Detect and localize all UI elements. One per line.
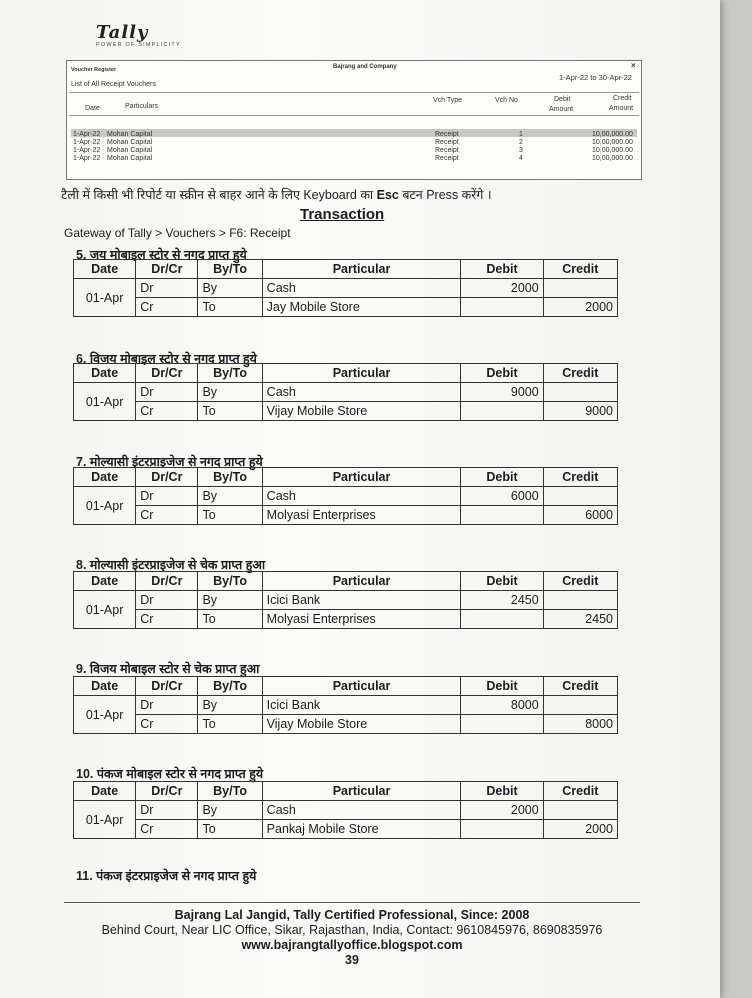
header-drcr: Dr/Cr [136,260,198,279]
credit-row-byto: To [198,402,262,421]
debit-row-debit: 9000 [461,383,543,402]
header-debit: Debit [461,572,543,591]
tally-logo [96,22,181,48]
debit-row-drcr: Dr [136,696,198,715]
register-row-type: Receipt [435,155,459,162]
header-date: Date [74,364,136,383]
menu-path: Gateway of Tally > Vouchers > F6: Receipt [64,226,291,240]
debit-row-credit [543,487,617,506]
logo-tagline: POWER OF SIMPLICITY [96,42,181,48]
col-vch-type: Vch Type [433,97,463,104]
debit-row-particular: Cash [262,801,461,820]
company-name: Bajrang and Company [333,64,397,70]
header-date: Date [74,572,136,591]
credit-row-drcr: Cr [136,506,198,525]
credit-row-particular: Vijay Mobile Store [262,715,461,734]
header-byto: By/To [198,468,262,487]
footer-author: Bajrang Lal Jangid, Tally Certified Professional, Since: 2008 [174,908,530,922]
register-row-no: 2 [519,139,523,146]
header-credit: Credit [543,468,617,487]
header-byto: By/To [198,572,262,591]
debit-row-drcr: Dr [136,801,198,820]
header-byto: By/To [198,364,262,383]
header-drcr: Dr/Cr [136,782,198,801]
footer-address: Behind Court, Near LIC Office, Sikar, Rajasthan, India, Contact: 9610845976, 8690835976 [101,923,603,937]
register-row-type: Receipt [435,147,459,154]
footer-website: www.bajrangtallyoffice.blogspot.com [241,938,463,952]
debit-row-debit: 2000 [461,801,543,820]
credit-row-debit [461,402,543,421]
credit-row-drcr: Cr [136,402,198,421]
journal-entry-table [73,363,618,421]
note-text-end: बटन Press करेंगे । [398,188,492,202]
credit-row-byto: To [198,298,262,317]
debit-row-byto: By [198,487,262,506]
debit-row-debit: 2000 [461,279,543,298]
esc-note [61,186,492,203]
debit-row-particular: Icici Bank [262,696,461,715]
credit-row-debit [461,820,543,839]
register-row-particulars: Mohan Capital [107,139,153,146]
question-title: 9. विजय मोबाइल स्टोर से चेक प्राप्त हुआ [76,662,260,676]
debit-row-debit: 8000 [461,696,543,715]
entry-date: 01-Apr [74,279,136,317]
header-credit: Credit [543,782,617,801]
page-number: 39 [345,953,359,967]
header-byto: By/To [198,260,262,279]
register-row-date: 1-Apr-22 [73,155,101,162]
header-drcr: Dr/Cr [136,364,198,383]
credit-row-byto: To [198,610,262,629]
header-particular: Particular [262,364,461,383]
register-row-date: 1-Apr-22 [73,131,101,138]
journal-entry-table [73,781,618,839]
register-row-credit: 10,00,000.00 [592,131,633,138]
credit-row-credit: 9000 [543,402,617,421]
note-key: Esc [376,188,399,202]
debit-row-debit: 2450 [461,591,543,610]
register-row-type: Receipt [435,131,459,138]
debit-row-credit [543,383,617,402]
col-debit: Debit [554,96,571,103]
question-title: 8. मोल्यासी इंटरप्राइजेज से चेक प्राप्त हुआ [76,558,266,572]
question-title: 6. विजय मोबाइल स्टोर से नगद प्राप्त हुये [76,352,257,366]
debit-row-byto: By [198,801,262,820]
voucher-register-screenshot [66,60,642,180]
entry-date: 01-Apr [74,591,136,629]
close-icon: × [631,61,636,70]
debit-row-particular: Icici Bank [262,591,461,610]
header-date: Date [74,260,136,279]
header-drcr: Dr/Cr [136,677,198,696]
header-credit: Credit [543,677,617,696]
header-debit: Debit [461,677,543,696]
header-date: Date [74,468,136,487]
col-credit: Credit [613,95,632,102]
register-row-particulars: Mohan Capital [107,147,153,154]
credit-row-credit: 2000 [543,298,617,317]
entry-date: 01-Apr [74,801,136,839]
debit-row-credit [543,801,617,820]
credit-row-byto: To [198,820,262,839]
credit-row-particular: Molyasi Enterprises [262,506,461,525]
header-credit: Credit [543,572,617,591]
header-byto: By/To [198,677,262,696]
header-debit: Debit [461,468,543,487]
register-row-no: 1 [519,131,523,138]
credit-row-debit [461,610,543,629]
header-drcr: Dr/Cr [136,572,198,591]
question-title: 11. पंकज इंटरप्राइजेज से नगद प्राप्त हुये [76,869,257,883]
footer-divider [64,902,640,903]
journal-entry-table [73,259,618,317]
header-particular: Particular [262,677,461,696]
debit-row-credit [543,279,617,298]
header-particular: Particular [262,782,461,801]
note-text: टैली में किसी भी रिपोर्ट या स्क्रीन से बाहर आने के लिए Keyboard का [61,188,377,202]
report-period: 1-Apr-22 to 30-Apr-22 [559,73,632,82]
header-credit: Credit [543,260,617,279]
entry-date: 01-Apr [74,383,136,421]
header-particular: Particular [262,572,461,591]
register-row-date: 1-Apr-22 [73,147,101,154]
header-date: Date [74,782,136,801]
register-row-credit: 10,00,000.00 [592,147,633,154]
credit-row-debit [461,298,543,317]
question-title: 7. मोल्यासी इंटरप्राइजेज से नगद प्राप्त हुये [76,455,263,469]
header-credit: Credit [543,364,617,383]
credit-row-byto: To [198,715,262,734]
register-row-credit: 10,00,000.00 [592,155,633,162]
debit-row-byto: By [198,383,262,402]
header-debit: Debit [461,364,543,383]
debit-row-particular: Cash [262,383,461,402]
debit-row-drcr: Dr [136,591,198,610]
journal-entry-table [73,676,618,734]
debit-row-byto: By [198,696,262,715]
register-row-credit: 10,00,000.00 [592,139,633,146]
credit-row-credit: 8000 [543,715,617,734]
debit-row-drcr: Dr [136,487,198,506]
logo-word: Tally [96,22,149,43]
register-row-particulars: Mohan Capital [107,131,153,138]
header-particular: Particular [262,468,461,487]
col-debit-sub: Amount [549,106,574,113]
col-credit-sub: Amount [609,105,634,112]
credit-row-debit [461,506,543,525]
credit-row-byto: To [198,506,262,525]
header-debit: Debit [461,260,543,279]
entry-date: 01-Apr [74,487,136,525]
credit-row-credit: 6000 [543,506,617,525]
col-particulars: Particulars [125,103,159,110]
debit-row-drcr: Dr [136,279,198,298]
report-name: List of All Receipt Vouchers [71,81,156,88]
journal-entry-table [73,467,618,525]
header-debit: Debit [461,782,543,801]
window-title: Voucher Register [71,67,117,73]
header-byto: By/To [198,782,262,801]
header-drcr: Dr/Cr [136,468,198,487]
credit-row-particular: Pankaj Mobile Store [262,820,461,839]
register-row-no: 3 [519,147,523,154]
register-row-date: 1-Apr-22 [73,139,101,146]
col-vch-no: Vch No [495,97,518,104]
header-particular: Particular [262,260,461,279]
debit-row-particular: Cash [262,487,461,506]
credit-row-particular: Jay Mobile Store [262,298,461,317]
journal-entry-table [73,571,618,629]
debit-row-credit [543,696,617,715]
credit-row-drcr: Cr [136,715,198,734]
col-date: Date [85,105,100,112]
selected-row-highlight [71,129,637,137]
debit-row-particular: Cash [262,279,461,298]
credit-row-drcr: Cr [136,820,198,839]
credit-row-credit: 2450 [543,610,617,629]
question-title: 5. जय मोबाइल स्टोर से नगद प्राप्त हुये [76,248,247,262]
credit-row-credit: 2000 [543,820,617,839]
credit-row-drcr: Cr [136,298,198,317]
credit-row-drcr: Cr [136,610,198,629]
credit-row-debit [461,715,543,734]
debit-row-byto: By [198,279,262,298]
credit-row-particular: Molyasi Enterprises [262,610,461,629]
debit-row-debit: 6000 [461,487,543,506]
debit-row-drcr: Dr [136,383,198,402]
section-heading: Transaction [300,206,385,223]
debit-row-credit [543,591,617,610]
entry-date: 01-Apr [74,696,136,734]
register-row-particulars: Mohan Capital [107,155,153,162]
register-row-type: Receipt [435,139,459,146]
credit-row-particular: Vijay Mobile Store [262,402,461,421]
register-row-no: 4 [519,155,523,162]
question-title: 10. पंकज मोबाइल स्टोर से नगद प्राप्त हुये [76,767,264,781]
debit-row-byto: By [198,591,262,610]
header-date: Date [74,677,136,696]
